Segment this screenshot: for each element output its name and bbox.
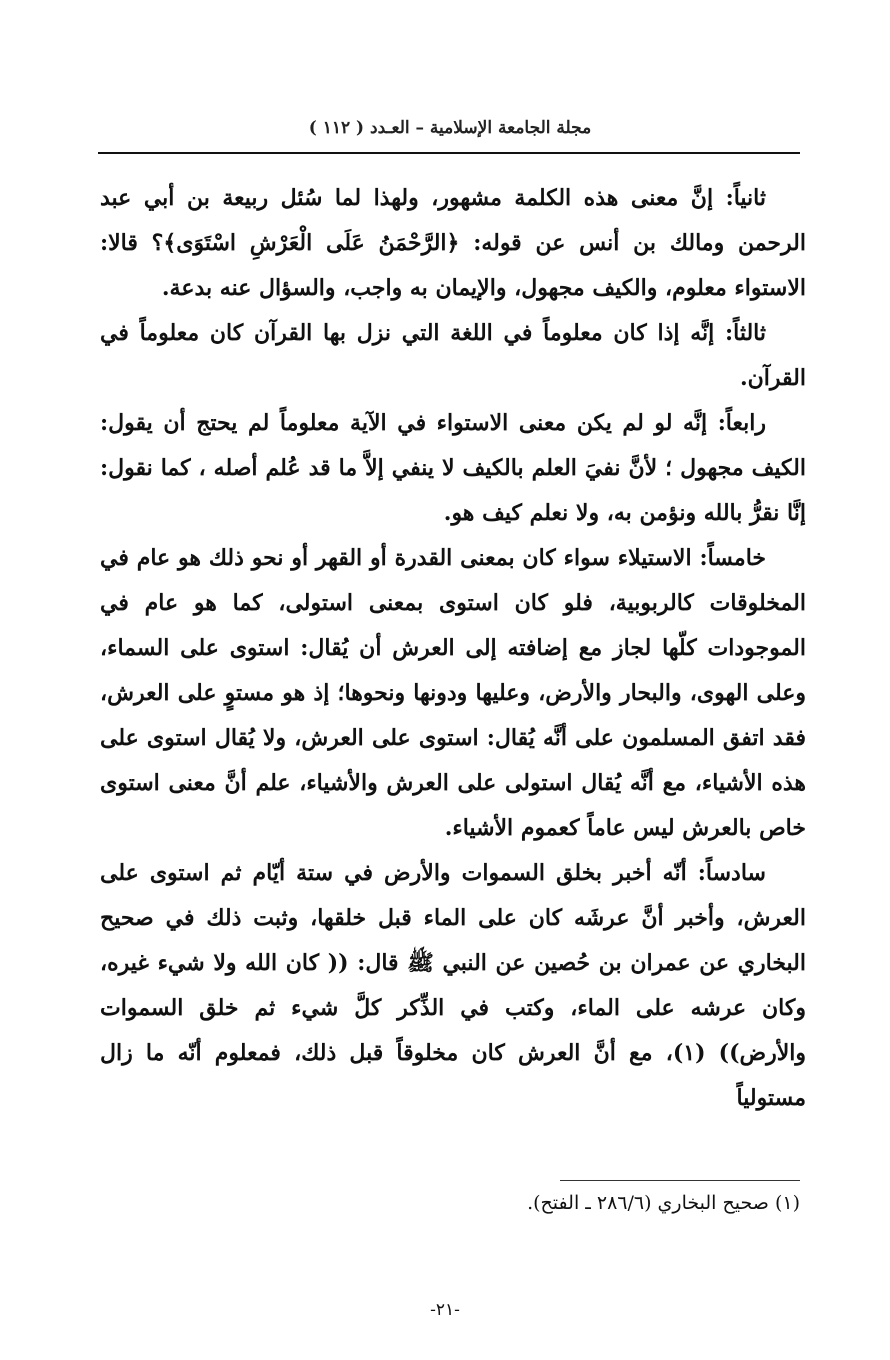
paragraph-third: ثالثاً: إنَّه إذا كان معلوماً في اللغة التي نزل بها القرآن كان معلوماً في القرآن. [100, 320, 806, 391]
header-divider [98, 152, 800, 154]
paragraph-fifth: خامساً: الاستيلاء سواء كان بمعنى القدرة أو القهر أو نحو ذلك هو عام في المخلوقات كالربوبية، فلو كان استوى بمعنى استولى، كما هو عام في الموجودات كلّها لجاز مع إضافته إلى العرش أن يُقال: استوى على السماء، وعلى الهوى، والبحار والأرض، وعليها ودونها ونحوها؛ إذ هو مستوٍ على العرش، فقد اتفق المسلمون على أنَّه يُقال: استوى على العرش، ولا يُقال استوى على هذه الأشياء، مع أنَّه يُقال استولى على العرش والأشياء، علم أنَّ معنى استوى خاص بالعرش ليس عاماً كعموم الأشياء. [100, 545, 806, 841]
footnote: (١) صحيح البخاري (٢٨٦/٦ ـ الفتح). [527, 1192, 800, 1214]
paragraph-second: ثانياً: إنَّ معنى هذه الكلمة مشهور، ولهذا لما سُئل ربيعة بن أبي عبد الرحمن ومالك بن أنس عن قوله: ﴿الرَّحْمَنُ عَلَى الْعَرْشِ اسْتَوَى﴾؟ قالا: الاستواء معلوم، والكيف مجهول، والإيمان به واجب، والسؤال عنه بدعة. [100, 185, 806, 301]
paragraph-sixth: سادساً: أنّه أخبر بخلق السموات والأرض في ستة أيّام ثم استوى على العرش، وأخبر أنَّ عرشَه كان على الماء قبل خلقها، وثبت ذلك في صحيح البخاري عن عمران بن حُصين عن النبي ﷺ قال: (( كان الله ولا شيء غيره، وكان عرشه على الماء، وكتب في الذِّكر كلَّ شيء ثم خلق السموات والأرض)) (١)، مع أنَّ العرش كان مخلوقاً قبل ذلك، فمعلوم أنّه ما زال مستولياً [100, 860, 806, 1111]
page-number: -٢١- [430, 1300, 460, 1320]
journal-header: مجلة الجامعة الإسلامية – العـدد ( ١١٢ ) [308, 118, 592, 138]
footnote-divider [560, 1180, 800, 1181]
article-body [100, 176, 806, 1121]
paragraph-fourth: رابعاً: إنَّه لو لم يكن معنى الاستواء في الآية معلوماً لم يحتج أن يقول: الكيف مجهول ؛ لأنَّ نفيَ العلم بالكيف لا ينفي إلاَّ ما قد عُلم أصله ، كما نقول: إنَّا نقرُّ بالله ونؤمن به، ولا نعلم كيف هو. [100, 410, 806, 526]
